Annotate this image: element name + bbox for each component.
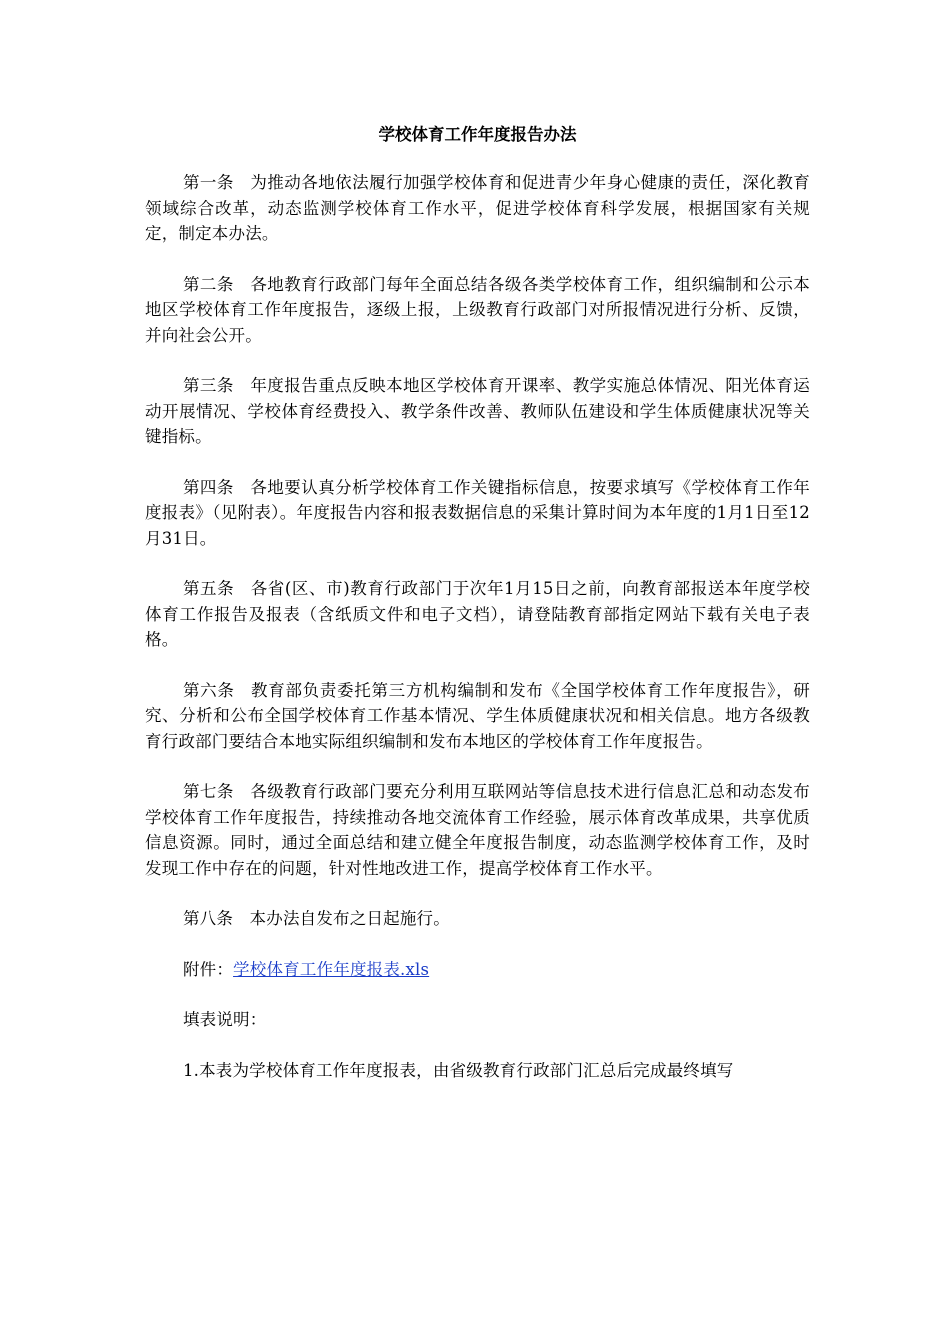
document-title: 学校体育工作年度报告办法 xyxy=(378,125,577,144)
article-6 xyxy=(145,678,810,755)
article-label: 第三条 xyxy=(182,376,234,395)
article-2 xyxy=(145,272,810,349)
article-text: 各级教育行政部门要充分利用互联网站等信息技术进行信息汇总和动态发布学校体育工作年度报告，持续推动各地交流体育工作经验，展示体育改革成果，共享优质信息资源。同时，通过全面总结和建立健全年度报告制度，动态监测学校体育工作，及时发现工作中存在的问题，针对性地改进工作，提高学校体育工作水平。 xyxy=(145,782,810,878)
article-8 xyxy=(145,906,810,932)
article-label: 第七条 xyxy=(182,782,234,801)
article-label: 第一条 xyxy=(182,173,234,192)
attachment-link[interactable]: 学校体育工作年度报表.xls xyxy=(233,959,430,979)
fill-instructions-heading: 填表说明： xyxy=(182,1010,267,1029)
article-text: 各地教育行政部门每年全面总结各级各类学校体育工作，组织编制和公示本地区学校体育工作年度报告，逐级上报，上级教育行政部门对所报情况进行分析、反馈，并向社会公开。 xyxy=(145,274,810,345)
article-text: 年度报告重点反映本地区学校体育开课率、教学实施总体情况、阳光体育运动开展情况、学校体育经费投入、教学条件改善、教师队伍建设和学生体质健康状况等关键指标。 xyxy=(145,376,810,446)
article-text: 各地要认真分析学校体育工作关键指标信息，按要求填写《学校体育工作年度报表》（见附表）。年度报告内容和报表数据信息的采集计算时间为本年度的1月1日至12月31日。 xyxy=(145,477,810,548)
article-text: 本办法自发布之日起施行。 xyxy=(249,909,450,928)
article-7 xyxy=(145,779,810,881)
document-page xyxy=(145,122,810,1108)
article-text: 为推动各地依法履行加强学校体育和促进青少年身心健康的责任，深化教育领域综合改革，动态监测学校体育工作水平，促进学校体育科学发展，根据国家有关规定，制定本办法。 xyxy=(145,173,810,243)
article-4 xyxy=(145,475,810,552)
article-label: 第六条 xyxy=(182,680,235,700)
attachment-label: 附件： xyxy=(182,959,234,979)
article-5 xyxy=(145,576,810,653)
article-text: 教育部负责委托第三方机构编制和发布《全国学校体育工作年度报告》，研究、分析和公布全国学校体育工作基本情况、学生体质健康状况和相关信息。地方各级教育行政部门要结合本地实际组织编制和发布本地区的学校体育工作年度报告。 xyxy=(145,680,810,751)
article-label: 第四条 xyxy=(182,477,234,497)
fill-note-1: 1.本表为学校体育工作年度报表，由省级教育行政部门汇总后完成最终填写 xyxy=(182,1060,734,1080)
attachment-line xyxy=(145,957,810,983)
article-3 xyxy=(145,373,810,450)
article-label: 第八条 xyxy=(182,909,234,928)
article-label: 第二条 xyxy=(182,274,234,294)
article-label: 第五条 xyxy=(182,579,235,598)
article-text: 各省(区、市)教育行政部门于次年1月15日之前，向教育部报送本年度学校体育工作报告及报表（含纸质文件和电子文档），请登陆教育部指定网站下载有关电子表格。 xyxy=(145,579,810,649)
article-1 xyxy=(145,170,810,247)
